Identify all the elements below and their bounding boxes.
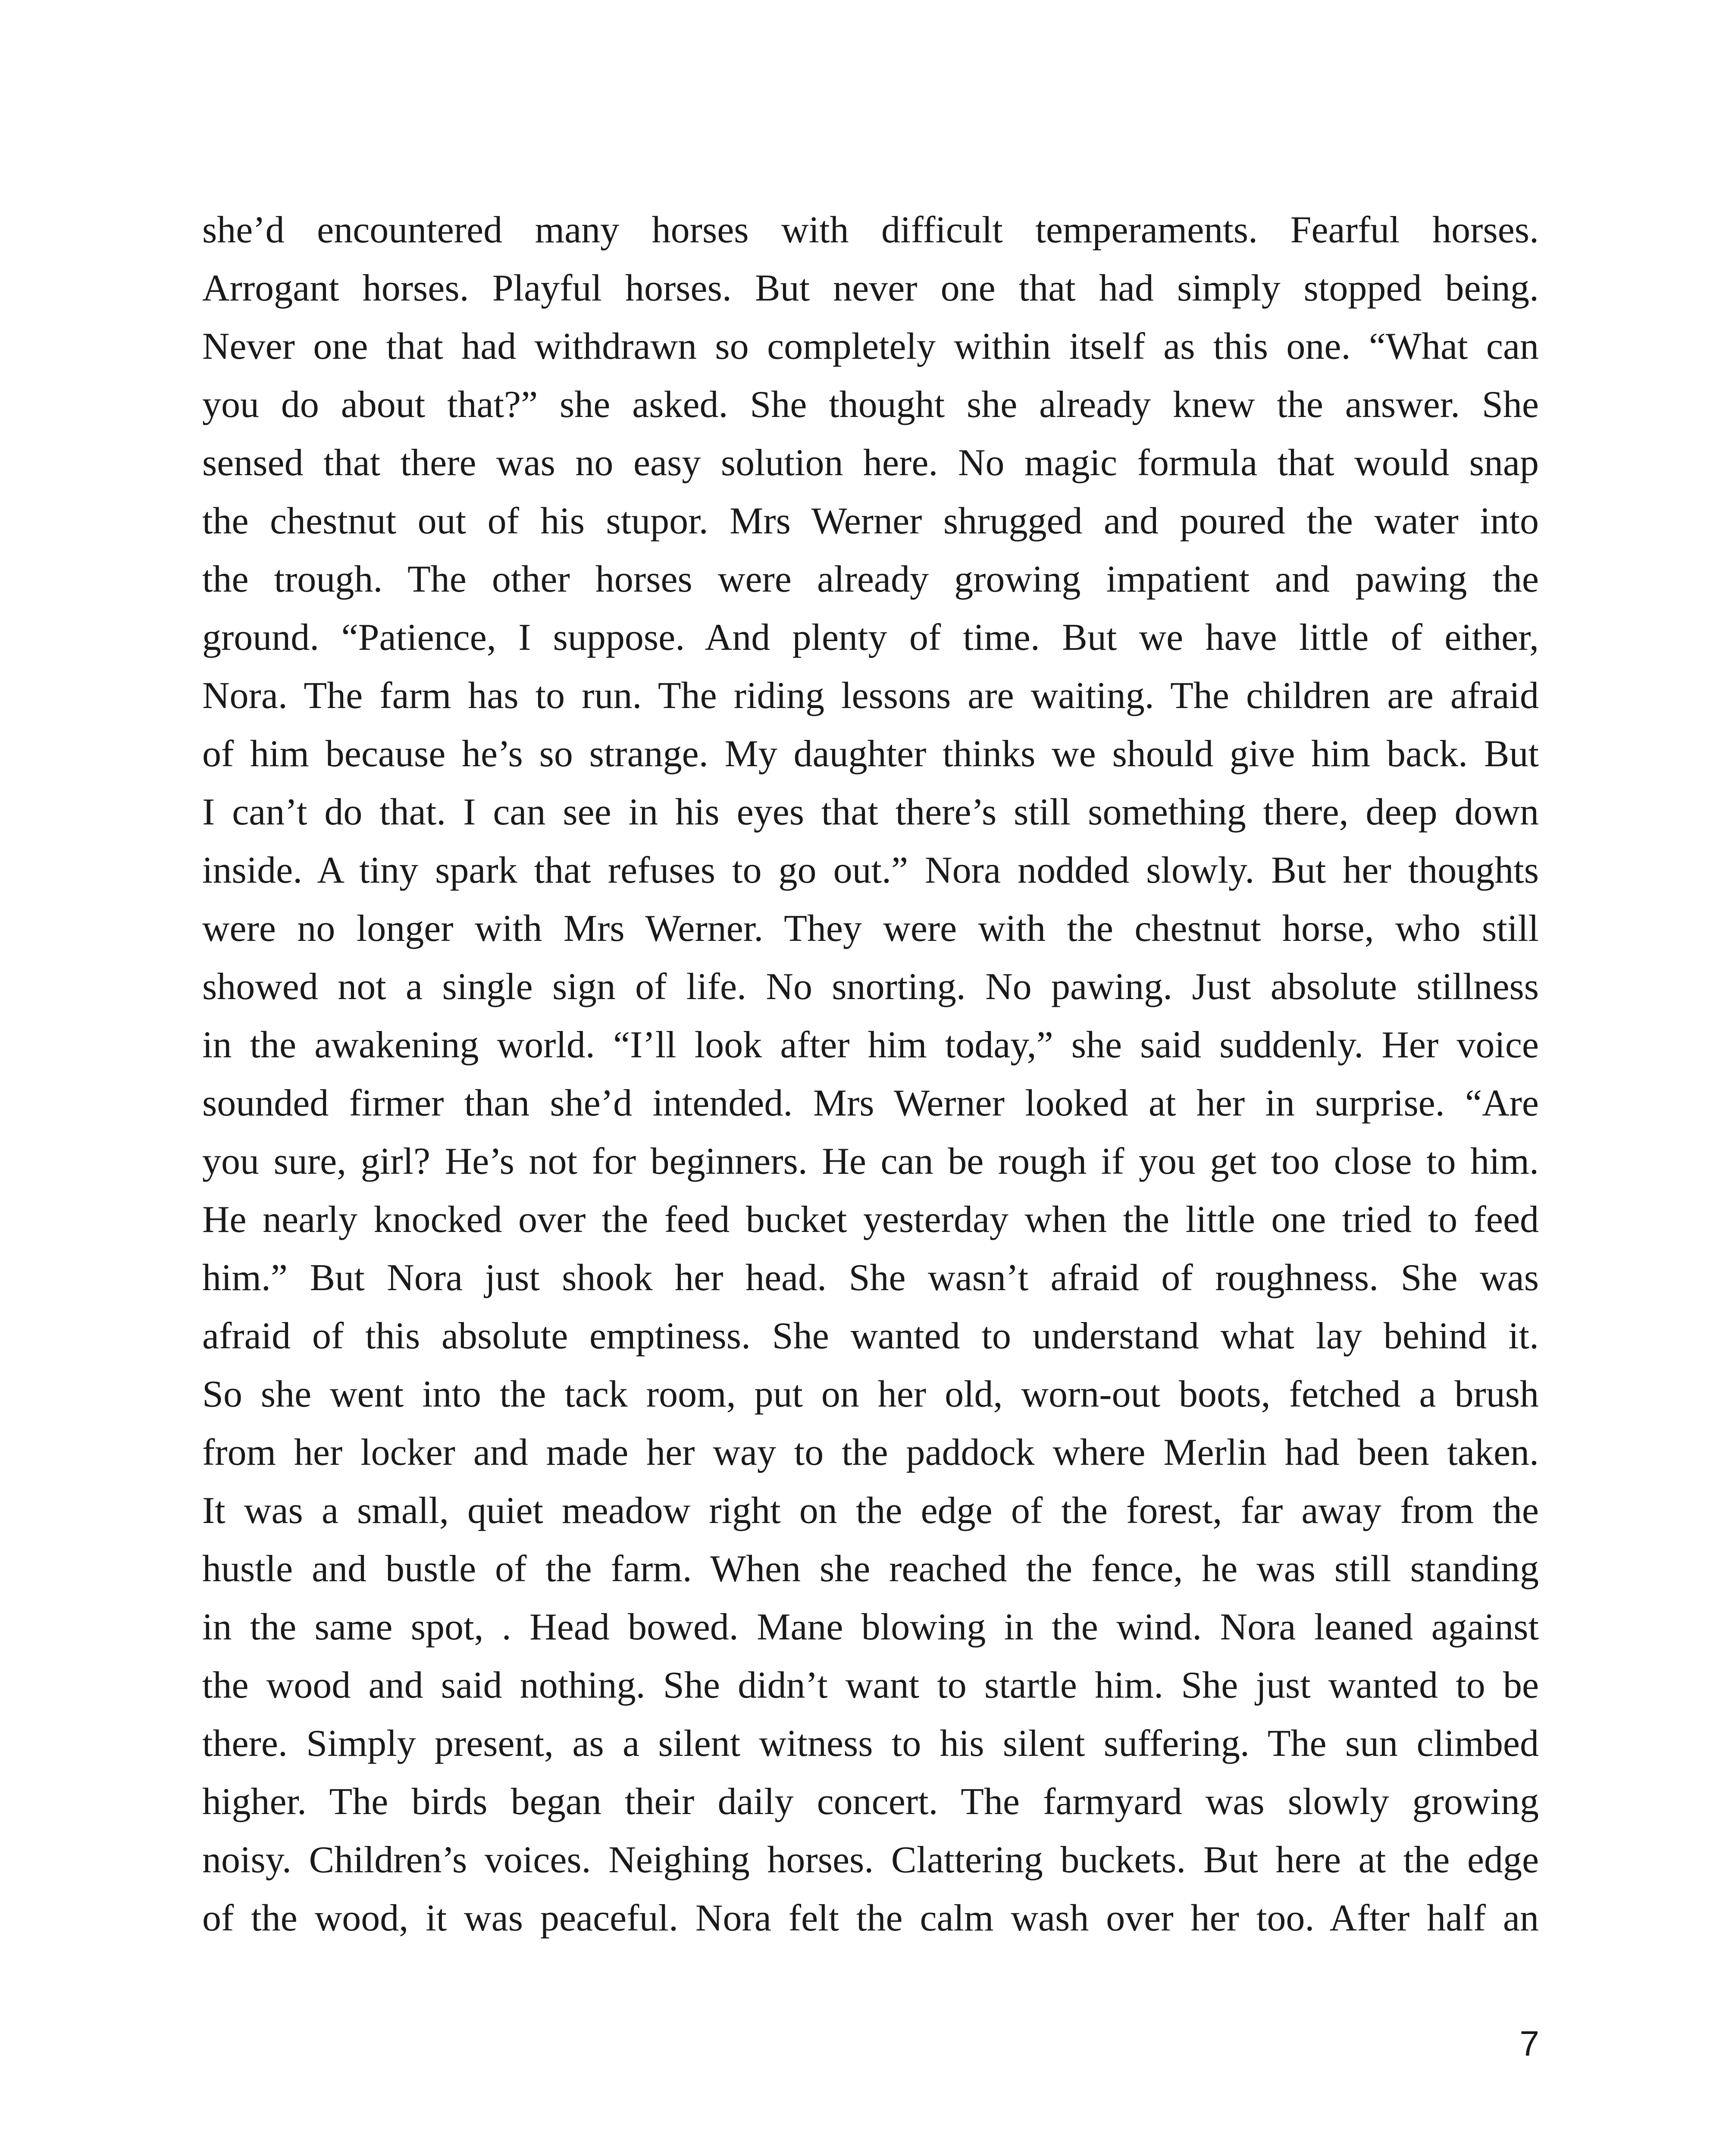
text-line: He nearly knocked over the feed bucket yesterday when the little one tried to feed [202, 1199, 1539, 1241]
text-line: inside. A tiny spark that refuses to go out.” Nora nodded slowly. But her thoughts [202, 849, 1539, 891]
text-line: Arrogant horses. Playful horses. But never one that had simply stopped being. [202, 267, 1539, 309]
text-line: him.” But Nora just shook her head. She wasn’t afraid of roughness. She was [202, 1257, 1539, 1299]
text-line: were no longer with Mrs Werner. They were with the chestnut horse, who still [202, 908, 1539, 950]
text-line: It was a small, quiet meadow right on the edge of the forest, far away from the [202, 1490, 1539, 1532]
text-line: Never one that had withdrawn so completely within itself as this one. “What can [202, 326, 1539, 367]
text-line: the trough. The other horses were already growing impatient and pawing the [202, 558, 1539, 600]
text-line: in the same spot, . Head bowed. Mane blowing in the wind. Nora leaned against [202, 1606, 1539, 1648]
text-line: you sure, girl? He’s not for beginners. He can be rough if you get too close to him. [202, 1141, 1539, 1182]
text-line: the chestnut out of his stupor. Mrs Werner shrugged and poured the water into [202, 500, 1539, 542]
text-line: the wood and said nothing. She didn’t want to startle him. She just wanted to be [202, 1664, 1539, 1706]
text-line: I can’t do that. I can see in his eyes that there’s still something there, deep down [202, 791, 1539, 833]
text-line: higher. The birds began their daily concert. The farmyard was slowly growing [202, 1781, 1539, 1823]
text-line: showed not a single sign of life. No snorting. No pawing. Just absolute stillness [202, 966, 1539, 1008]
text-line: afraid of this absolute emptiness. She wanted to understand what lay behind it. [202, 1315, 1539, 1357]
page-number: 7 [1519, 2024, 1539, 2063]
text-line: sensed that there was no easy solution here. No magic formula that would snap [202, 442, 1539, 484]
text-line: So she went into the tack room, put on her old, worn-out boots, fetched a brush [202, 1373, 1539, 1415]
text-line: you do about that?” she asked. She thought she already knew the answer. She [202, 384, 1539, 426]
text-line: of the wood, it was peaceful. Nora felt the calm wash over her too. After half an [202, 1897, 1539, 1939]
text-line: noisy. Children’s voices. Neighing horses. Clattering buckets. But here at the edge [202, 1839, 1539, 1881]
text-line: ground. “Patience, I suppose. And plenty of time. But we have little of either, [202, 617, 1539, 658]
text-line: there. Simply present, as a silent witness to his silent suffering. The sun climbed [202, 1723, 1539, 1764]
text-line: she’d encountered many horses with difficult temperaments. Fearful horses. [202, 209, 1539, 251]
text-line: sounded firmer than she’d intended. Mrs Werner looked at her in surprise. “Are [202, 1082, 1539, 1124]
text-line: of him because he’s so strange. My daughter thinks we should give him back. But [202, 733, 1539, 775]
text-line: from her locker and made her way to the paddock where Merlin had been taken. [202, 1432, 1539, 1473]
text-line: hustle and bustle of the farm. When she reached the fence, he was still standing [202, 1548, 1539, 1590]
body-text [202, 201, 1539, 1947]
text-line: Nora. The farm has to run. The riding lessons are waiting. The children are afraid [202, 675, 1539, 717]
text-line: in the awakening world. “I’ll look after him today,” she said suddenly. Her voice [202, 1024, 1539, 1066]
